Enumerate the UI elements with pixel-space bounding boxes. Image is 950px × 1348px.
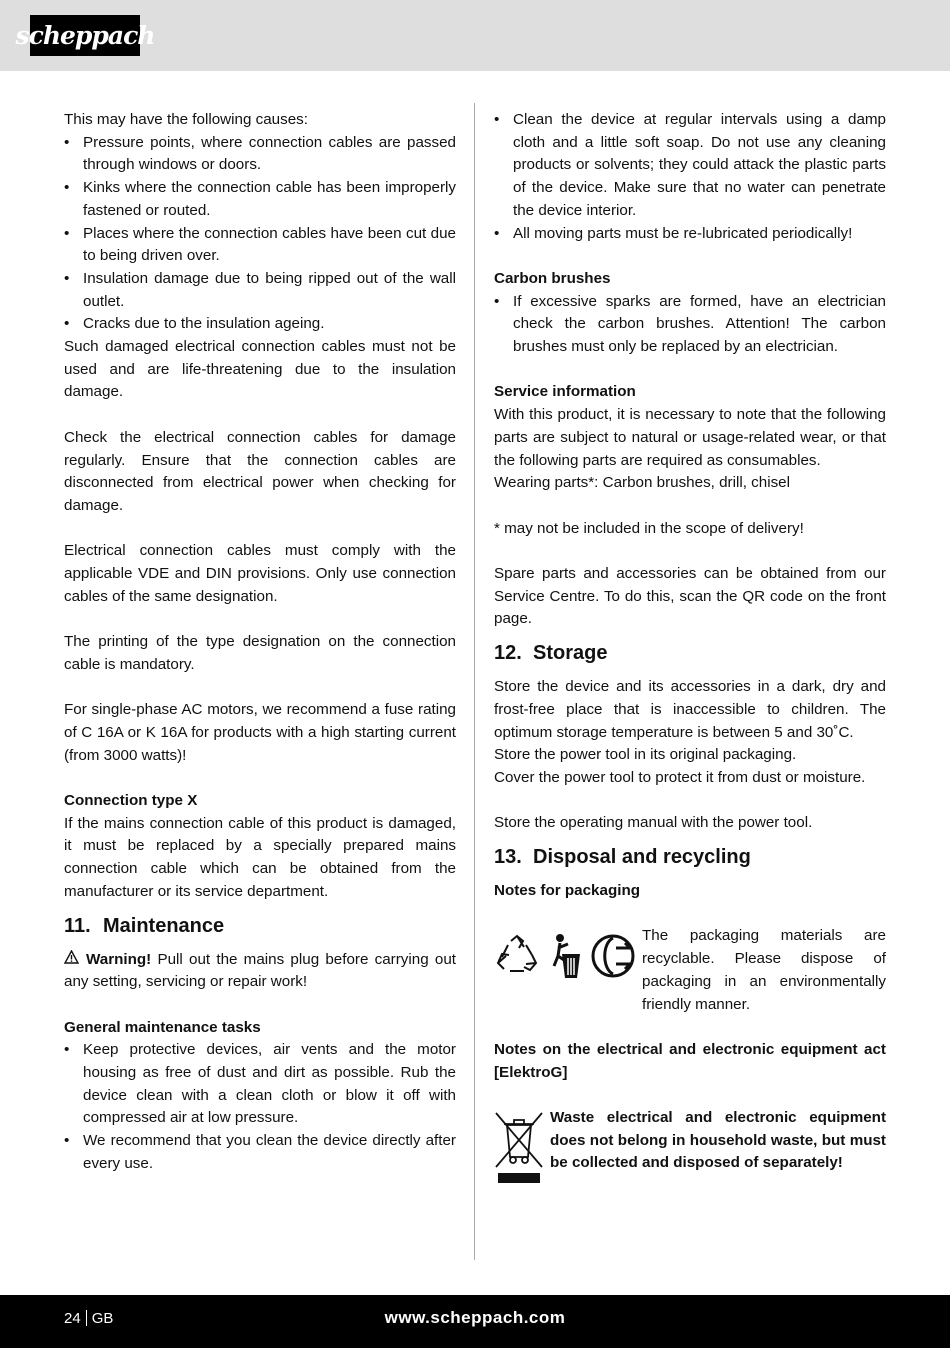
connection-type-text: If the mains connection cable of this product is damaged, it must be replaced by a specially prepared mains connection cable which can be obtained from the manufacturer or its service department.	[64, 814, 456, 900]
comply-text: Electrical connection cables must comply with the applicable VDE and DIN provisions. Only use connection cables of the same designation.	[64, 542, 456, 605]
delivery-footnote: * may not be included in the scope of delivery!	[494, 519, 804, 537]
list-item: • All moving parts must be re-lubricated periodically!	[494, 223, 886, 246]
storage-cover-text: Cover the power tool to protect it from dust or moisture.	[494, 768, 866, 786]
printing-text: The printing of the type designation on the connection cable is mandatory.	[64, 633, 456, 673]
list-item: • We recommend that you clean the device directly after every use.	[64, 1130, 456, 1175]
packaging-icons	[494, 925, 642, 989]
page-header	[0, 0, 950, 71]
list-item: • Cracks due to the insulation ageing.	[64, 313, 456, 336]
warning-body: Pull out the mains plug before carrying out any setting, servicing or repair work!	[64, 950, 456, 991]
crossed-bin-icon	[494, 1107, 550, 1195]
section-number: 11.	[64, 914, 91, 937]
page-footer	[0, 1295, 950, 1348]
causes-intro: This may have the following causes:	[64, 111, 308, 128]
elektrog-heading: Notes on the electrical and electronic equipment act [ElektroG]	[494, 1040, 886, 1081]
section-title: Storage	[533, 642, 608, 665]
scheppach-logo: scheppach	[30, 15, 140, 56]
spare-parts-text: Spare parts and accessories can be obtained from our Service Centre. To do this, scan the QR code on the front page.	[494, 565, 886, 628]
packaging-text: The packaging materials are recyclable. Please dispose of packaging in an environmentally friendly manner.	[642, 927, 886, 1013]
cleaning-list	[494, 109, 886, 245]
warning-triangle-icon	[64, 949, 80, 972]
list-item: • Keep protective devices, air vents and the motor housing as free of dust and dirt as possible. Rub the device clean with a clean cloth or blow it off with compressed air at low pressure.	[64, 1039, 456, 1130]
green-dot-icon	[590, 933, 636, 987]
wearing-parts-text: Wearing parts*: Carbon brushes, drill, chisel	[494, 474, 791, 492]
weee-text: Waste electrical and electronic equipment does not belong in household waste, but must be collected and disposed of separately!	[550, 1109, 886, 1172]
packaging-notes	[494, 925, 886, 1016]
section-title: Maintenance	[103, 914, 225, 937]
left-column	[64, 109, 456, 1176]
section-title: Disposal and recycling	[533, 846, 751, 869]
packaging-notes-heading: Notes for packaging	[494, 882, 640, 900]
storage-heading	[494, 631, 886, 676]
list-item: • Pressure points, where connection cables are passed through windows or doors.	[64, 132, 456, 177]
carbon-brushes-heading: Carbon brushes	[494, 269, 611, 287]
general-maintenance-list	[64, 1039, 456, 1175]
recycle-icon	[494, 933, 540, 987]
service-info-text: With this product, it is necessary to note that the following parts are subject to natural or usage-related wear, or that the following parts are required as consumables.	[494, 406, 886, 469]
list-item: • Insulation damage due to being ripped out of the wall outlet.	[64, 268, 456, 313]
general-maintenance-heading: General maintenance tasks	[64, 1018, 261, 1036]
list-item: • If excessive sparks are formed, have an electrician check the carbon brushes. Attention! The carbon brushes must only be replaced by an electrician.	[494, 291, 886, 359]
right-column	[494, 109, 886, 1195]
website-link[interactable]: www.scheppach.com	[384, 1308, 566, 1327]
warning-label: Warning!	[86, 950, 152, 968]
tidyman-bin-icon	[546, 932, 584, 988]
column-divider	[474, 103, 475, 1260]
list-item: • Clean the device at regular intervals using a damp cloth and a little soft soap. Do not use any cleaning products or solvents; they could attack the plastic parts of the device. Make sure that no water can penetrate the device interior.	[494, 109, 886, 223]
storage-text: Store the device and its accessories in a dark, dry and frost-free place that is inaccessible to children. The optimum storage temperature is between 5 and 30˚C.	[494, 678, 886, 741]
disposal-heading	[494, 835, 886, 880]
list-item: • Kinks where the connection cable has been improperly fastened or routed.	[64, 177, 456, 222]
section-number: 13.	[494, 846, 522, 869]
page-number-value: 24	[64, 1310, 81, 1327]
causes-list	[64, 132, 456, 336]
storage-packaging-text: Store the power tool in its original packaging.	[494, 746, 797, 764]
single-phase-text: For single-phase AC motors, we recommend a fuse rating of C 16A or K 16A for products with a high starting current (from 3000 watts)!	[64, 701, 456, 764]
list-item: • Places where the connection cables have been cut due to being driven over.	[64, 223, 456, 268]
storage-manual-text: Store the operating manual with the power tool.	[494, 814, 813, 832]
service-info-heading: Service information	[494, 383, 636, 401]
maintenance-heading	[64, 904, 456, 949]
warning-text	[64, 949, 456, 994]
section-number: 12.	[494, 642, 522, 665]
weee-notice	[494, 1107, 886, 1195]
carbon-brushes-list	[494, 291, 886, 359]
connection-type-heading: Connection type X	[64, 792, 198, 810]
language-code: GB	[91, 1310, 114, 1327]
damaged-cables-text: Such damaged electrical connection cables must not be used and are life-threatening due to the insulation damage.	[64, 338, 456, 401]
check-cables-text: Check the electrical connection cables for damage regularly. Ensure that the connection cables are disconnected from electrical power when checking for damage.	[64, 428, 456, 514]
